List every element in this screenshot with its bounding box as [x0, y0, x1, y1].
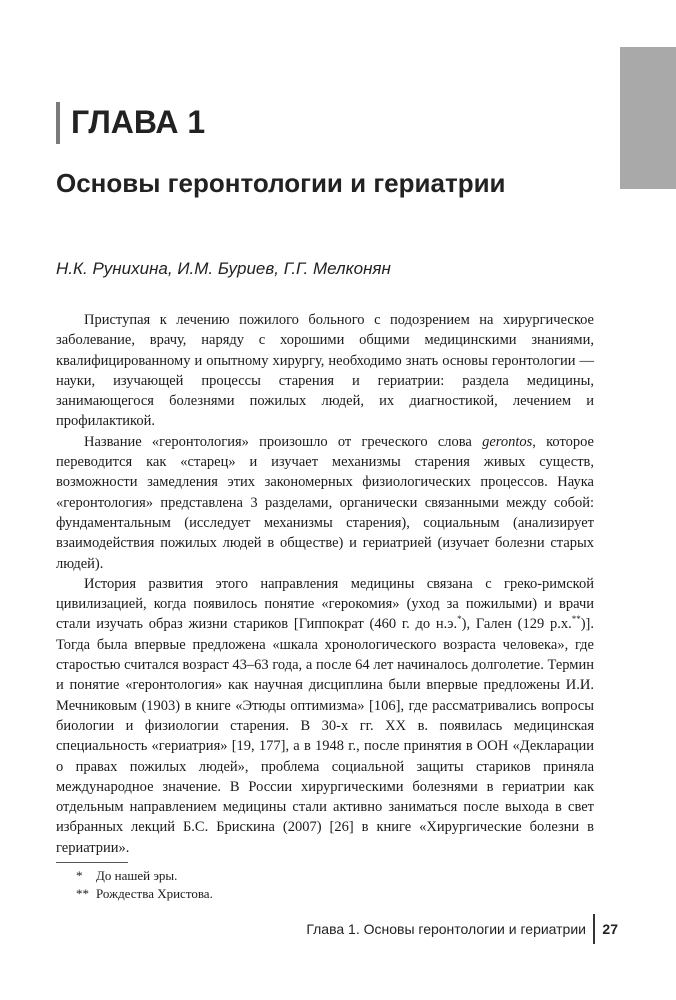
paragraph-term-origin [56, 432, 594, 574]
footnotes [76, 867, 213, 903]
footnote-ref[interactable]: * [457, 614, 462, 625]
paragraph-history [56, 574, 594, 858]
footnote-text: До нашей эры. [96, 868, 178, 883]
footnote-mark: * [76, 868, 83, 883]
running-title: Глава 1. Основы геронтологии и гериатрии [306, 921, 586, 937]
paragraph-intro: Приступая к лечению пожилого больного с подозрением на хирургическое заболевание, врачу, наряду с хорошими общими медицинскими знаниями, квалифицированному и опытному хирургу, необходимо знать основы геронтологии — науки, изучающей процессы старения и гериатрии: раздела медицины, занимающегося болезнями пожилых людей, их диагностикой, лечением и профилактикой. [56, 312, 594, 430]
footnote-mark: ** [76, 886, 89, 901]
footnote-divider [56, 862, 128, 863]
chapter-tab-marker [620, 47, 676, 189]
chapter-label: ГЛАВА 1 [71, 104, 206, 140]
chapter-authors: Н.К. Рунихина, И.М. Буриев, Г.Г. Мелконян [56, 259, 391, 278]
paragraph-text: История развития этого направления медицины связана с греко-римской цивилизацией, когда появилось понятие «герокомия» (уход за пожилыми) и врачи стали изучать образ жизни стариков [Гиппократ (460 г. до н.э. [56, 575, 594, 633]
chapter-body [56, 310, 594, 858]
paragraph-text: , которое переводится как «старец» и изучает механизмы старения живых существ, возможности замедления этих закономерных физиологических процессов. Наука «геронтология» представлена 3 разделами, органически связанными между собой: фундаментальным (исследует механизмы старения), социальным (анализирует взаимодействия пожилых людей в обществе) и гериатрией (изучает болезни старых людей). [56, 433, 594, 572]
footnote-ref[interactable]: ** [571, 614, 581, 625]
chapter-title: Основы геронтологии и гериатрии [56, 168, 506, 198]
footnote-item [76, 885, 213, 903]
paragraph-text: )]. Тогда была впервые предложена «шкала хронологического возраста человека», где старостью считался возраст 43–63 года, а после 64 лет начиналось долголетие. Термин и понятие «геронтология» как научная дисциплина были впервые предложены И.И. Мечниковым (1903) в книге «Этюды оптимизма» [106], где рассматривались вопросы биологии и физиологии старения. В 30-х гг. XX в. появилась медицинская специальность «гериатрия» [19, 177], а в 1948 г., после принятия в ООН «Декларации о правах пожилых людей», проблема социальной защиты стариков приняла международное значение. В России хирургическими болезнями в гериатрии как отдельным направлением медицины стали активно заниматься после выхода в свет избранных лекций Б.С. Брискина (2007) [26] в книге «Хирургические болезни в гериатрии». [56, 616, 594, 856]
page-footer [300, 914, 618, 944]
footer-divider [593, 914, 595, 944]
page-number: 27 [602, 921, 618, 937]
paragraph-text: Название «геронтология» произошло от греческого слова [84, 433, 483, 450]
greek-term: gerontos [482, 433, 533, 450]
footnote-text: Рождества Христова. [96, 886, 213, 901]
chapter-heading-bar [56, 102, 60, 144]
footnote-item [76, 867, 213, 885]
paragraph-text: ), Гален (129 р.х. [461, 616, 572, 633]
